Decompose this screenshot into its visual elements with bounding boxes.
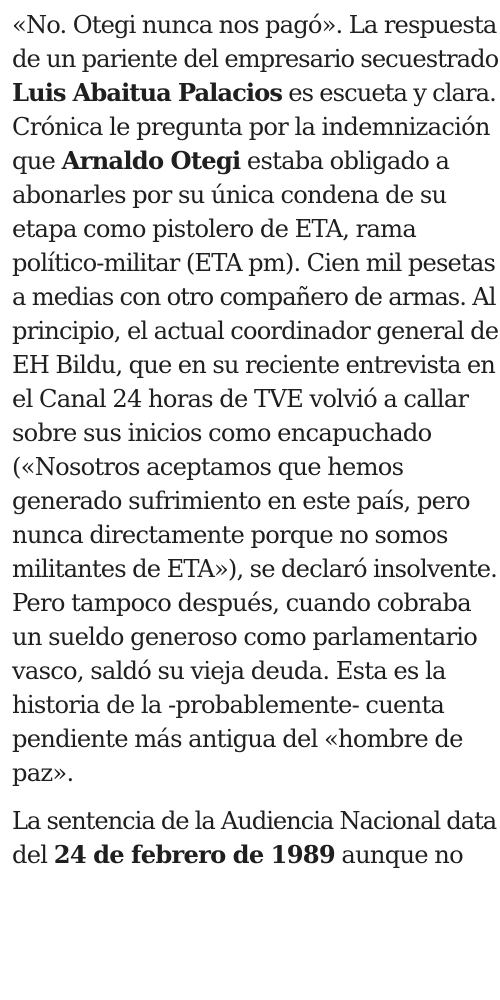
text-line — [12, 144, 498, 178]
text-fragment: que — [12, 147, 62, 175]
article-paragraph-1 — [12, 8, 498, 790]
text-line: etapa como pistolero de ETA, rama — [12, 215, 417, 243]
text-line: de un pariente del empresario secuestrado — [12, 45, 499, 73]
text-line: generado sufrimiento en este país, pero — [12, 487, 470, 515]
text-line: Crónica le pregunta por la indemnización — [12, 113, 490, 141]
text-line: nunca directamente porque no somos — [12, 521, 448, 549]
text-line — [12, 76, 498, 110]
bold-date: 24 de febrero de 1989 — [53, 840, 335, 869]
text-line: vasco, saldó su vieja deuda. Esta es la — [12, 657, 446, 685]
text-line: paz». — [12, 759, 74, 787]
article-paragraph-2 — [12, 804, 498, 872]
text-line: La sentencia de la Audiencia Nacional data — [12, 807, 497, 835]
text-fragment: aunque no — [334, 841, 463, 869]
text-line: un sueldo generoso como parlamentario — [12, 623, 478, 651]
text-line: Pero tampoco después, cuando cobraba — [12, 589, 471, 617]
text-fragment: del — [12, 841, 54, 869]
text-line: historia de la -probablemente- cuenta — [12, 691, 445, 719]
text-line: sobre sus inicios como encapuchado — [12, 419, 432, 447]
text-line: el Canal 24 horas de TVE volvió a callar — [12, 385, 469, 413]
bold-name-luis-abaitua: Luis Abaitua Palacios — [12, 78, 282, 107]
text-line: a medias con otro compañero de armas. Al — [12, 283, 496, 311]
article-body — [12, 8, 498, 872]
text-line: abonarles por su única condena de su — [12, 181, 447, 209]
text-line: («Nosotros aceptamos que hemos — [12, 453, 404, 481]
bold-name-arnaldo-otegi: Arnaldo Otegi — [61, 146, 241, 175]
text-line: militantes de ETA»), se declaró insolvente. — [12, 555, 498, 583]
text-fragment: estaba obligado a — [240, 147, 450, 175]
text-line: principio, el actual coordinador general de — [12, 317, 499, 345]
text-line: político-militar (ETA pm). Cien mil pesetas — [12, 249, 496, 277]
text-line: «No. Otegi nunca nos pagó». La respuesta — [12, 11, 497, 39]
text-line: pendiente más antigua del «hombre de — [12, 725, 463, 753]
text-line — [12, 838, 498, 872]
text-line: EH Bildu, que en su reciente entrevista en — [12, 351, 496, 379]
text-fragment: es escueta y clara. — [282, 79, 496, 107]
